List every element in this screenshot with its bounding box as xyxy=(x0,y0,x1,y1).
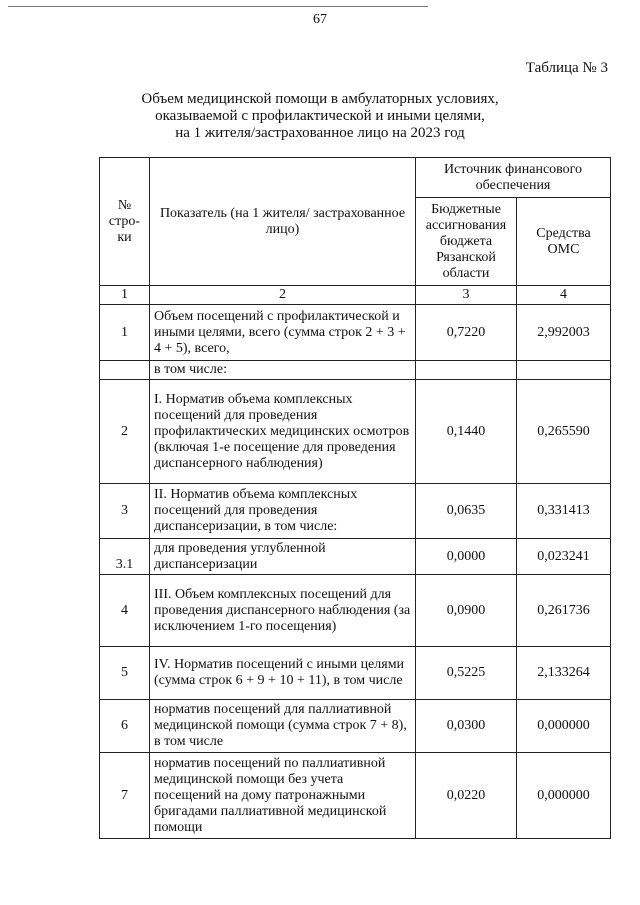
row-indicator: III. Объем комплексных посещений для проведения диспансерного наблюдения (за исключением 1-го посещения) xyxy=(150,575,416,647)
row-budget-value: 0,1440 xyxy=(416,380,517,484)
row-number: 2 xyxy=(100,380,150,484)
row-budget-value: 0,0635 xyxy=(416,484,517,539)
row-number: 4 xyxy=(100,575,150,647)
row-oms-value: 0,000000 xyxy=(517,753,611,839)
column-number: 3 xyxy=(416,286,517,305)
table-row xyxy=(100,305,611,361)
row-budget-value: 0,5225 xyxy=(416,647,517,700)
table-row xyxy=(100,380,611,484)
table-row xyxy=(100,484,611,539)
row-indicator: норматив посещений по паллиативной медицинской помощи без учета посещений на дому патронажными бригадами паллиативной медицинской помощи xyxy=(150,753,416,839)
row-budget-value: 0,7220 xyxy=(416,305,517,361)
row-indicator: норматив посещений для паллиативной медицинской помощи (сумма строк 7 + 8), в том числе xyxy=(150,700,416,753)
row-number: 1 xyxy=(100,305,150,361)
row-indicator: Объем посещений с профилактической и иными целями, всего (сумма строк 2 + 3 + 4 + 5), всего, xyxy=(150,305,416,361)
row-number: 3 xyxy=(100,484,150,539)
row-oms-value: 0,261736 xyxy=(517,575,611,647)
header-financing-source: Источник финансового обеспечения xyxy=(416,158,611,198)
row-indicator: I. Норматив объема комплексных посещений для проведения профилактических медицинских осмотров (включая 1-е посещение для проведения диспансерного наблюдения) xyxy=(150,380,416,484)
row-oms-value: 0,023241 xyxy=(517,539,611,575)
row-budget-value: 0,0000 xyxy=(416,539,517,575)
header-row-1 xyxy=(100,158,611,198)
row-oms-value: 2,992003 xyxy=(517,305,611,361)
column-number: 4 xyxy=(517,286,611,305)
row-indicator: для проведения углубленной диспансеризации xyxy=(150,539,416,575)
table-row xyxy=(100,753,611,839)
table-title xyxy=(110,91,530,142)
row-oms-value: 2,133264 xyxy=(517,647,611,700)
table-row xyxy=(100,539,611,575)
table-row xyxy=(100,700,611,753)
table-row xyxy=(100,575,611,647)
row-oms-value: 0,331413 xyxy=(517,484,611,539)
row-number xyxy=(100,361,150,380)
row-oms-value xyxy=(517,361,611,380)
table-row xyxy=(100,361,611,380)
scan-top-edge-line xyxy=(8,6,428,7)
row-budget-value: 0,0300 xyxy=(416,700,517,753)
row-number: 5 xyxy=(100,647,150,700)
header-row-number: № стро-ки xyxy=(100,158,150,286)
header-indicator: Показатель (на 1 жителя/ застрахованное лицо) xyxy=(150,158,416,286)
row-number: 6 xyxy=(100,700,150,753)
header-oms: Средства ОМС xyxy=(517,198,611,286)
volume-table xyxy=(99,157,611,839)
row-indicator: II. Норматив объема комплексных посещений для проведения диспансеризации, в том числе: xyxy=(150,484,416,539)
row-budget-value: 0,0220 xyxy=(416,753,517,839)
table-number-label: Таблица № 3 xyxy=(525,60,608,76)
header-budget: Бюджетные ассигнования бюджета Рязанской области xyxy=(416,198,517,286)
row-budget-value: 0,0900 xyxy=(416,575,517,647)
table-title-line-1: Объем медицинской помощи в амбулаторных условиях, xyxy=(141,91,499,107)
table-row xyxy=(100,647,611,700)
row-indicator: в том числе: xyxy=(150,361,416,380)
row-indicator: IV. Норматив посещений с иными целями (сумма строк 6 + 9 + 10 + 11), в том числе xyxy=(150,647,416,700)
table-title-line-3: на 1 жителя/застрахованное лицо на 2023 год xyxy=(175,125,465,141)
row-number: 3.1 xyxy=(100,539,150,575)
row-oms-value: 0,265590 xyxy=(517,380,611,484)
table-title-line-2: оказываемой с профилактической и иными целями, xyxy=(155,108,485,124)
page-number: 67 xyxy=(313,12,327,27)
row-oms-value: 0,000000 xyxy=(517,700,611,753)
column-number-row xyxy=(100,286,611,305)
column-number: 1 xyxy=(100,286,150,305)
row-budget-value xyxy=(416,361,517,380)
column-number: 2 xyxy=(150,286,416,305)
row-number: 7 xyxy=(100,753,150,839)
